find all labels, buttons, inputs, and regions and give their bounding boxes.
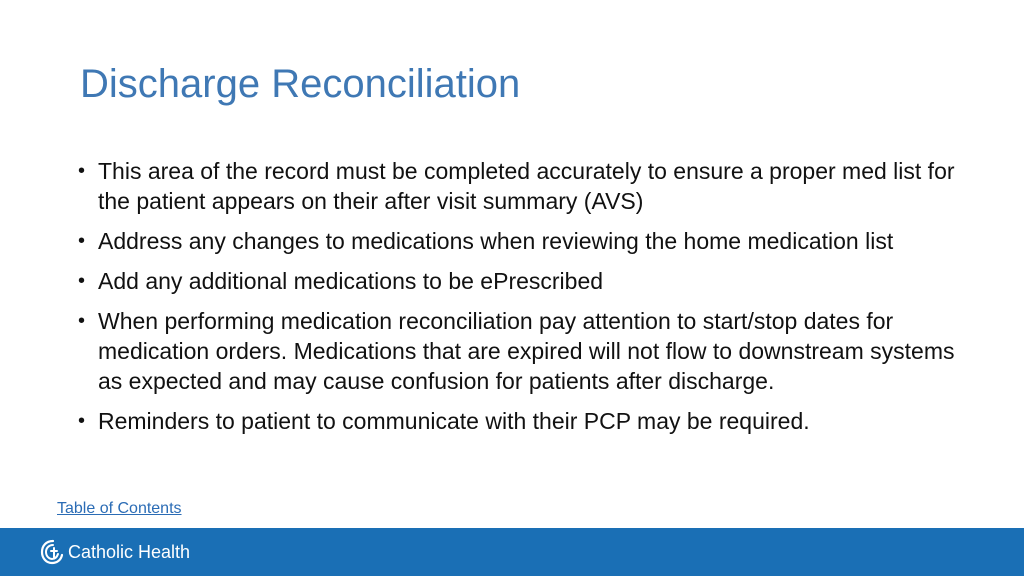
bullet-list [76, 156, 956, 446]
catholic-health-logo-icon [40, 539, 64, 565]
bullet-text: Address any changes to medications when reviewing the home medication list [98, 228, 894, 254]
bullet-icon: • [78, 310, 86, 332]
list-item [76, 406, 956, 436]
bullet-text: Reminders to patient to communicate with their PCP may be required. [98, 408, 810, 434]
bullet-text: When performing medication reconciliation pay attention to start/stop dates for medication orders. Medications that are expired will not flow to downstream systems as expected and may cause confusion for patients after discharge. [98, 308, 955, 394]
bullet-text: This area of the record must be completed accurately to ensure a proper med list for the patient appears on their after visit summary (AVS) [98, 158, 955, 214]
list-item [76, 156, 956, 216]
table-of-contents-link[interactable]: Table of Contents [57, 500, 182, 517]
brand-logo [40, 538, 190, 566]
footer-bar [0, 528, 1024, 576]
bullet-icon: • [78, 230, 86, 252]
bullet-icon: • [78, 410, 86, 432]
bullet-text: Add any additional medications to be ePrescribed [98, 268, 604, 294]
slide-title: Discharge Reconciliation [80, 62, 521, 106]
list-item [76, 266, 956, 296]
bullet-icon: • [78, 160, 86, 182]
list-item [76, 226, 956, 256]
bullet-icon: • [78, 270, 86, 292]
list-item [76, 306, 956, 396]
brand-name: Catholic Health [68, 542, 191, 562]
